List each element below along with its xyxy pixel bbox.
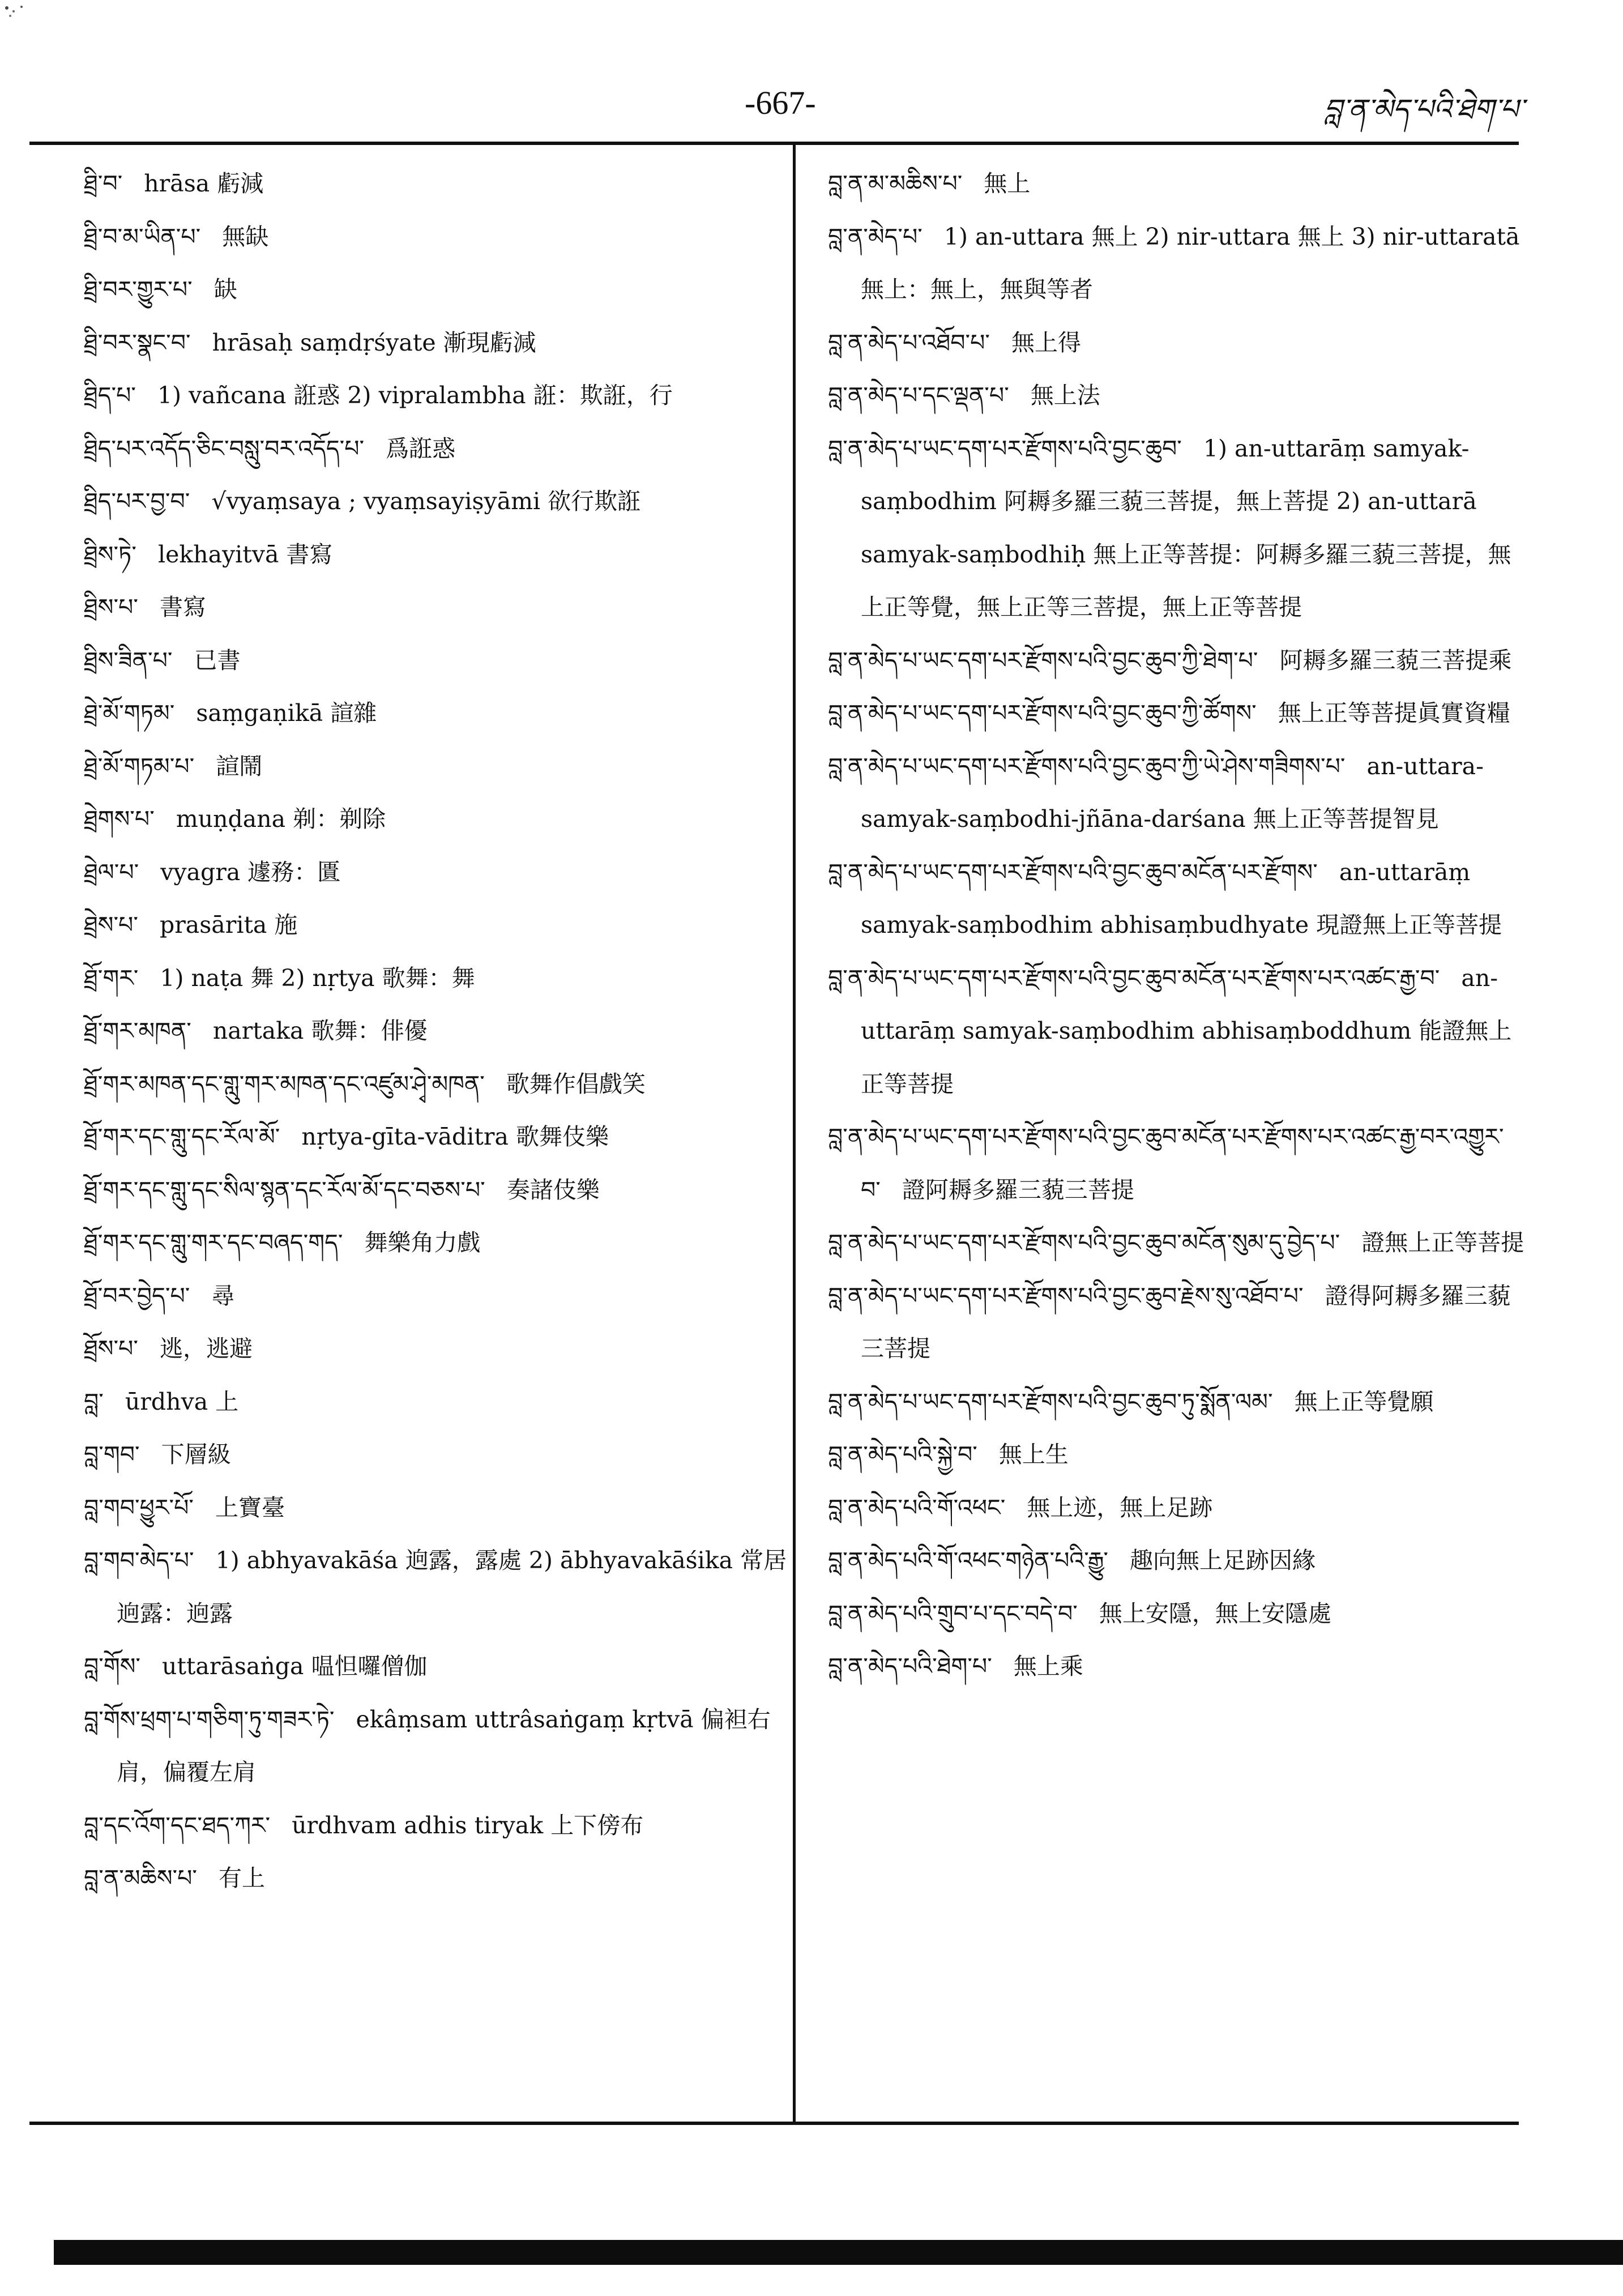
entry-headword: ཐྲིས་པ་	[84, 594, 138, 621]
entry-definition: 尋	[211, 1282, 235, 1309]
entry-definition: 爲誑惑	[386, 434, 456, 462]
entry-definition: 無上正等菩提眞實資糧	[1278, 699, 1510, 727]
dictionary-entry	[828, 1482, 1524, 1535]
entry-headword: ཐྲི་བར་གྱུར་པ་	[84, 276, 193, 303]
entry-headword: བླ་གབ་ཕྱུར་པོ་	[84, 1493, 194, 1521]
entry-definition: √vyaṃsaya ; vyaṃsayiṣyāmi 欲行欺誑	[211, 488, 641, 515]
entry-headword: ཐྲོ་བར་བྱེད་པ་	[84, 1282, 190, 1309]
entry-headword: བླ་ན་མེད་པའི་གྲུབ་པ་དང་བདེ་བ་	[828, 1599, 1078, 1627]
dictionary-entry	[84, 952, 803, 1005]
entry-headword: ཐྲོ་གར་མཁན་	[84, 1017, 191, 1044]
entry-headword: ཐྲེ་མོ་གཏམ་པ་	[84, 752, 195, 780]
entry-definition: 無上安隱，無上安隱處	[1099, 1599, 1331, 1627]
entry-headword: ཐྲིས་ཏེ་	[84, 540, 136, 568]
entry-headword: བླ་ན་མེད་པ་ཡང་དག་པར་རྫོགས་པའི་བྱང་ཆུབ་ཀྱི་ཐེག་པ་	[828, 646, 1258, 674]
entry-definition: 1) an-uttara 無上 2) nir-uttara 無上 3) nir-uttaratā 無上：無上，無與等者	[861, 223, 1520, 303]
entry-definition: 已書	[194, 646, 241, 674]
dictionary-entry	[828, 634, 1524, 688]
entry-headword: ཐྲིད་པ་	[84, 382, 136, 409]
running-head: བླ་ན་མེད་པའི་ཐེག་པ་	[1323, 93, 1524, 126]
dictionary-entry	[84, 1376, 803, 1429]
dictionary-entry	[84, 740, 803, 793]
entry-headword: ཐྲོ་གར་དང་གླུ་གར་དང་བཞད་གད་	[84, 1229, 343, 1256]
dictionary-entry	[84, 846, 803, 899]
entry-headword: ཐྲེལ་པ་	[84, 858, 139, 886]
entry-headword: ཐྲོ་གར་དང་གླུ་དང་སིལ་སྙན་དང་རོལ་མོ་དང་བཅས་པ་	[84, 1176, 485, 1204]
dictionary-entry	[84, 634, 803, 688]
dictionary-entry	[84, 581, 803, 634]
dictionary-entry	[84, 1640, 803, 1693]
dictionary-entry	[84, 1693, 803, 1799]
dictionary-entry	[84, 475, 803, 528]
dictionary-entry	[828, 846, 1524, 952]
dictionary-entry	[828, 369, 1524, 423]
entry-definition: ūrdhva 上	[125, 1388, 239, 1415]
entry-definition: 無上迹，無上足跡	[1027, 1493, 1213, 1521]
entry-headword: ཐྲེས་པ་	[84, 911, 138, 938]
entry-headword: བླ་གབ་མེད་པ་	[84, 1547, 194, 1574]
entry-definition: prasārita 施	[159, 911, 298, 938]
dictionary-entry	[828, 157, 1524, 211]
entry-definition: 無上得	[1011, 328, 1082, 356]
entry-headword: བླ་ན་མེད་པ་ཡང་དག་པར་རྫོགས་པའི་བྱང་ཆུབ་མངོན་སུམ་དུ་བྱེད་པ་	[828, 1229, 1340, 1256]
entry-definition: 證得阿耨多羅三藐三菩提	[861, 1282, 1511, 1362]
entry-headword: བླ་ན་མེད་པའི་གོ་འཕང་གཉེན་པའི་རྒྱུ་	[828, 1547, 1108, 1574]
entry-headword: བླ་གབ་	[84, 1441, 140, 1468]
entry-headword: བླ་ན་མེད་པ་ཡང་དག་པར་རྫོགས་པའི་བྱང་ཆུབ་རྗེས་སུ་འཐོབ་པ་	[828, 1282, 1304, 1309]
bottom-rule	[29, 2122, 1519, 2125]
dictionary-entry	[828, 1534, 1524, 1587]
dictionary-entry	[84, 1799, 803, 1853]
entry-headword: བླ་ན་མེད་པ་ཡང་དག་པར་རྫོགས་པའི་བྱང་ཆུབ་མངོན་པར་རྫོགས་པར་འཚང་རྒྱ་བར་འགྱུར་བ་	[828, 1123, 1504, 1204]
entry-definition: 無上法	[1030, 382, 1100, 409]
entry-definition: ūrdhvam adhis tiryak 上下傍布	[292, 1811, 644, 1839]
dictionary-entry	[828, 1376, 1524, 1429]
dictionary-entry	[84, 1428, 803, 1482]
entry-headword: བླ་ན་མེད་པ་ཡང་དག་པར་རྫོགས་པའི་བྱང་ཆུབ་ཀྱི་ཚོགས་	[828, 699, 1257, 727]
dictionary-entry	[84, 1111, 803, 1164]
entry-headword: བླ་གོས་	[84, 1653, 141, 1680]
dictionary-entry	[84, 687, 803, 740]
entry-definition: 歌舞作倡戲笑	[506, 1070, 646, 1098]
entry-headword: བླ་ན་མེད་པ་དང་ལྡན་པ་	[828, 382, 1009, 409]
entry-definition: 1) abhyavakāśa 逈露，露處 2) ābhyavakāśika 常居逈露：逈露	[117, 1547, 787, 1627]
dictionary-entry	[828, 1270, 1524, 1376]
entry-headword: ཐྲིད་པར་འདོད་ཅིང་བསླུ་བར་འདོད་པ་	[84, 434, 365, 462]
entry-headword: བླ་ན་མེད་པ་ཡང་དག་པར་རྫོགས་པའི་བྱང་ཆུབ་མངོན་པར་རྫོགས་	[828, 858, 1318, 886]
entry-definition: lekhayitvā 書寫	[157, 540, 333, 568]
entry-headword: བླ་ན་མེད་པ་	[828, 223, 922, 250]
entry-headword: བླ་ན་མེད་པ་ཡང་དག་པར་རྫོགས་པའི་བྱང་ཆུབ་ཏུ་སྨོན་ལམ་	[828, 1388, 1273, 1415]
top-rule	[29, 142, 1519, 145]
entry-headword: བླ་ན་མེད་པ་ཡང་དག་པར་རྫོགས་པའི་བྱང་ཆུབ་ཀྱི་ཡེ་ཤེས་གཟིགས་པ་	[828, 752, 1346, 780]
entry-definition: 無上	[984, 170, 1031, 197]
entry-headword: ཐྲི་བ་	[84, 170, 123, 197]
entry-definition: 有上	[219, 1864, 265, 1892]
entry-headword: ཐྲོས་པ་	[84, 1335, 138, 1362]
entry-definition: 證阿耨多羅三藐三菩提	[902, 1176, 1134, 1204]
entry-definition: muṇḍana 剃：剃除	[176, 805, 386, 833]
dictionary-entry	[84, 1534, 803, 1640]
entry-definition: 1) vañcana 誑惑 2) vipralambha 誑：欺誑，行	[157, 382, 673, 409]
right-column	[828, 157, 1524, 1693]
entry-headword: ཐྲོ་གར་དང་གླུ་དང་རོལ་མོ་	[84, 1123, 280, 1150]
page-number: -667-	[745, 84, 816, 121]
entry-definition: vyagra 遽務：匱	[160, 858, 341, 886]
dictionary-entry	[84, 528, 803, 582]
entry-definition: 無上正等覺願	[1294, 1388, 1434, 1415]
entry-definition: nṛtya-gīta-vāditra 歌舞伎樂	[301, 1123, 609, 1150]
entry-definition: 缺	[213, 276, 237, 303]
entry-headword: བླ་	[84, 1388, 104, 1415]
dictionary-entry	[84, 1164, 803, 1217]
dictionary-entry	[84, 899, 803, 952]
dictionary-entry	[828, 952, 1524, 1111]
dictionary-entry	[828, 1640, 1524, 1693]
dictionary-entry	[84, 211, 803, 264]
entry-definition: hrāsaḥ saṃdṛśyate 漸現虧減	[212, 328, 536, 356]
dictionary-entry	[84, 263, 803, 317]
entry-headword: བླ་ན་མེད་པའི་ཐེག་པ་	[828, 1653, 992, 1680]
entry-headword: བླ་ན་མ་མཆིས་པ་	[828, 170, 963, 197]
entry-headword: ཐྲིད་པར་བྱ་བ་	[84, 488, 190, 515]
entry-headword: ཐྲོ་གར་	[84, 964, 139, 992]
entry-definition: 無缺	[222, 223, 269, 250]
entry-definition: 奏諸伎樂	[506, 1176, 600, 1204]
entry-headword: བླ་ན་མེད་པའི་སྐྱེ་བ་	[828, 1441, 977, 1468]
entry-definition: 趣向無上足跡因緣	[1130, 1547, 1316, 1574]
dictionary-entry	[828, 740, 1524, 846]
dictionary-entry	[828, 1111, 1524, 1217]
entry-headword: ཐྲེ་མོ་གཏམ་	[84, 699, 175, 727]
dictionary-entry	[84, 369, 803, 423]
dictionary-entry	[84, 1058, 803, 1111]
dictionary-entry	[828, 317, 1524, 370]
entry-headword: བླ་ན་མེད་པ་ཡང་དག་པར་རྫོགས་པའི་བྱང་ཆུབ་	[828, 434, 1182, 462]
dictionary-entry	[84, 423, 803, 476]
entry-definition: 上寶臺	[215, 1493, 285, 1521]
entry-definition: 逃，逃避	[159, 1335, 253, 1362]
entry-definition: 書寫	[159, 594, 206, 621]
dictionary-entry	[828, 1217, 1524, 1270]
entry-headword: བླ་ན་མེད་པ་ཡང་དག་པར་རྫོགས་པའི་བྱང་ཆུབ་མངོན་པར་རྫོགས་པར་འཚང་རྒྱ་བ་	[828, 964, 1440, 992]
dictionary-entry	[84, 1852, 803, 1905]
entry-definition: 下層級	[161, 1441, 231, 1468]
entry-headword: བླ་ན་མཆིས་པ་	[84, 1864, 197, 1892]
entry-definition: saṃgaṇikā 諠雜	[196, 699, 377, 727]
entry-definition: 無上生	[998, 1441, 1069, 1468]
entry-definition: an-uttarāṃ samyak-saṃbodhim abhisaṃboddhum 能證無上正等菩提	[861, 964, 1512, 1098]
entry-definition: uttarāsaṅga 嗢怛囉僧伽	[162, 1653, 428, 1680]
dictionary-entry	[84, 793, 803, 846]
entry-headword: ཐྲོ་གར་མཁན་དང་གླུ་གར་མཁན་དང་འཛུམ་ཤྭེ་མཁན་	[84, 1070, 485, 1098]
dictionary-entry	[84, 1217, 803, 1270]
entry-definition: 阿耨多羅三藐三菩提乘	[1279, 646, 1512, 674]
entry-definition: 證無上正等菩提	[1361, 1229, 1524, 1256]
entry-definition: 1) naṭa 舞 2) nṛtya 歌舞：舞	[160, 964, 475, 992]
entry-definition: ekâṃsam uttrâsaṅgaṃ kṛtvā 偏袒右肩，偏覆左肩	[117, 1705, 771, 1786]
entry-definition: hrāsa 虧減	[144, 170, 264, 197]
dictionary-entry	[84, 1322, 803, 1376]
left-column	[84, 157, 803, 1905]
dictionary-entry	[828, 687, 1524, 740]
dictionary-entry	[828, 211, 1524, 317]
dictionary-entry	[828, 1428, 1524, 1482]
entry-definition: 舞樂角力戲	[364, 1229, 481, 1256]
dictionary-entry	[84, 1270, 803, 1323]
entry-headword: བླ་གོས་ཕྲག་པ་གཅིག་ཏུ་གཟར་ཏེ་	[84, 1705, 335, 1733]
entry-headword: ཐྲི་བ་མ་ཡིན་པ་	[84, 223, 201, 250]
entry-definition: nartaka 歌舞：俳優	[212, 1017, 428, 1044]
dictionary-entry	[828, 423, 1524, 634]
entry-headword: ཐྲེགས་པ་	[84, 805, 155, 833]
entry-headword: བླ་ན་མེད་པ་འཐོབ་པ་	[828, 328, 990, 356]
dictionary-entry	[84, 317, 803, 370]
entry-definition: 無上乘	[1013, 1653, 1083, 1680]
entry-definition: 諠鬧	[216, 752, 263, 780]
dictionary-entry	[828, 1587, 1524, 1641]
scan-bottom-edge	[54, 2240, 1623, 2265]
scan-speck	[0, 0, 40, 23]
entry-definition: an-uttarāṃ samyak-saṃbodhim abhisaṃbudhyate 現證無上正等菩提	[861, 858, 1502, 938]
entry-headword: ཐྲི་བར་སྣང་བ་	[84, 328, 191, 356]
entry-definition: an-uttara-samyak-saṃbodhi-jñāna-darśana 無上正等菩提智見	[861, 752, 1484, 833]
dictionary-entry	[84, 157, 803, 211]
dictionary-entry	[84, 1482, 803, 1535]
entry-headword: བླ་ན་མེད་པའི་གོ་འཕང་	[828, 1493, 1006, 1521]
dictionary-entry	[84, 1005, 803, 1058]
entry-definition: 1) an-uttarāṃ samyak-saṃbodhim 阿耨多羅三藐三菩提，無上菩提 2) an-uttarā samyak-saṃbodhiḥ 無上正等菩提：阿耨多羅三藐三菩提，無上正等覺，無上正等三菩提，無上正等菩提	[861, 434, 1511, 621]
entry-headword: བླ་དང་འོག་དང་ཐད་ཀར་	[84, 1811, 271, 1839]
entry-headword: ཐྲིས་ཟིན་པ་	[84, 646, 173, 674]
